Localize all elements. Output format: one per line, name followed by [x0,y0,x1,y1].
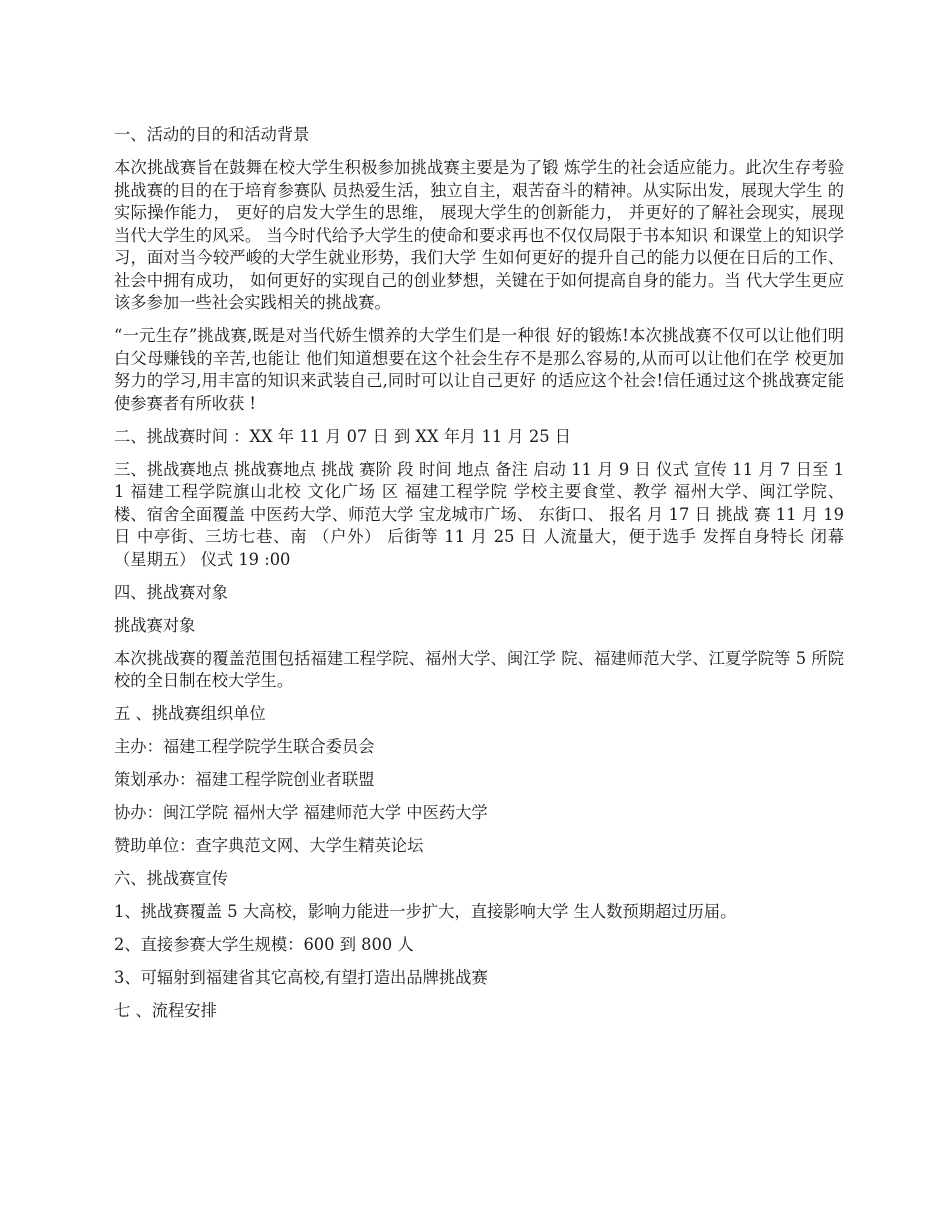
paragraph-target-scope: 本次挑战赛的覆盖范围包括福建工程学院、福州大学、闽江学 院、福建师范大学、江夏学院等 5 所院校的全日制在校大学生。 [114,648,844,690]
section-heading-target: 四、挑战赛对象 [114,582,228,602]
organizer-planner: 策划承办：福建工程学院创业者联盟 [114,770,375,789]
section-heading-time: 二、挑战赛时间 ：XX 年 11 月 07 日 到 XX 年月 11 月 25 日 [114,426,572,446]
paragraph-location-schedule: 三、挑战赛地点 挑战赛地点 挑战 赛阶 段 时间 地点 备注 启动 11 月 9 日 仪式 宣传 11 月 7 日至 11 福建工程学院旗山北校 文化广场 区 福建工程学院 学校主要食堂、教学 福州大学、闽江学院、 楼、宿舍全面覆盖 中医药大学、师范大学 宝龙城市广场、 东街口、 报名 月 17 日 挑战 赛 11 月 19 日 中亭街、三坊七巷、南 （户外） 后街等 11 月 25 日 人流量大，便于选手 发挥自身特长 闭幕 （星期五） 仪式 19 :00 [114,459,844,569]
section-heading-organizers: 五 、挑战赛组织单位 [114,704,266,723]
subheading-target: 挑战赛对象 [114,615,196,635]
organizer-co-hosts: 协办：闽江学院 福州大学 福建师范大学 中医药大学 [114,803,488,822]
section-heading-purpose: 一、活动的目的和活动背景 [114,125,310,144]
document-body [114,124,844,1033]
organizer-host: 主办：福建工程学院学生联合委员会 [114,737,375,756]
section-heading-process: 七 、流程安排 [114,1001,217,1020]
organizer-sponsors: 赞助单位：查字典范文网、大学生精英论坛 [114,836,424,855]
paragraph-background: 本次挑战赛旨在鼓舞在校大学生积极参加挑战赛主要是为了锻 炼学生的社会适应能力。此次生存考验挑战赛的目的在于培育参赛队 员热爱生活，独立自主，艰苦奋斗的精神。从实际出发，展现大学生 的实际操作能力， 更好的启发大学生的思维， 展现大学生的创新能力， 并更好的了解社会现实，展现当代大学生的风采。 当今时代给予大学生的使命和要求再也不仅仅局限于书本知识 和课堂上的知识学习，面对当今较严峻的大学生就业形势，我们大学 生如何更好的提升自己的能力以便在日后的工作、社会中拥有成功， 如何更好的实现自己的创业梦想，关键在于如何提高自身的能力。当 代大学生更应该多参加一些社会实践相关的挑战赛。 [114,158,844,312]
section-heading-publicity: 六、挑战赛宣传 [114,869,228,888]
publicity-item-1: 1、挑战赛覆盖 5 大高校，影响力能进一步扩大，直接影响大学 生人数预期超过历届。 [114,902,737,921]
publicity-item-3: 3、可辐射到福建省其它高校,有望打造出品牌挑战赛 [114,968,488,987]
paragraph-one-yuan-survival: “一元生存”挑战赛,既是对当代娇生惯养的大学生们是一种很 好的锻炼!本次挑战赛不仅可以让他们明白父母赚钱的辛苦,也能让 他们知道想要在这个社会生存不是那么容易的,从而可以让他们在学 校更加努力的学习,用丰富的知识来武装自己,同时可以让自己更好 的适应这个社会!信任通过这个挑战赛定能使参赛者有所收获 ! [114,326,844,413]
publicity-item-2: 2、直接参赛大学生规模：600 到 800 人 [114,935,414,954]
